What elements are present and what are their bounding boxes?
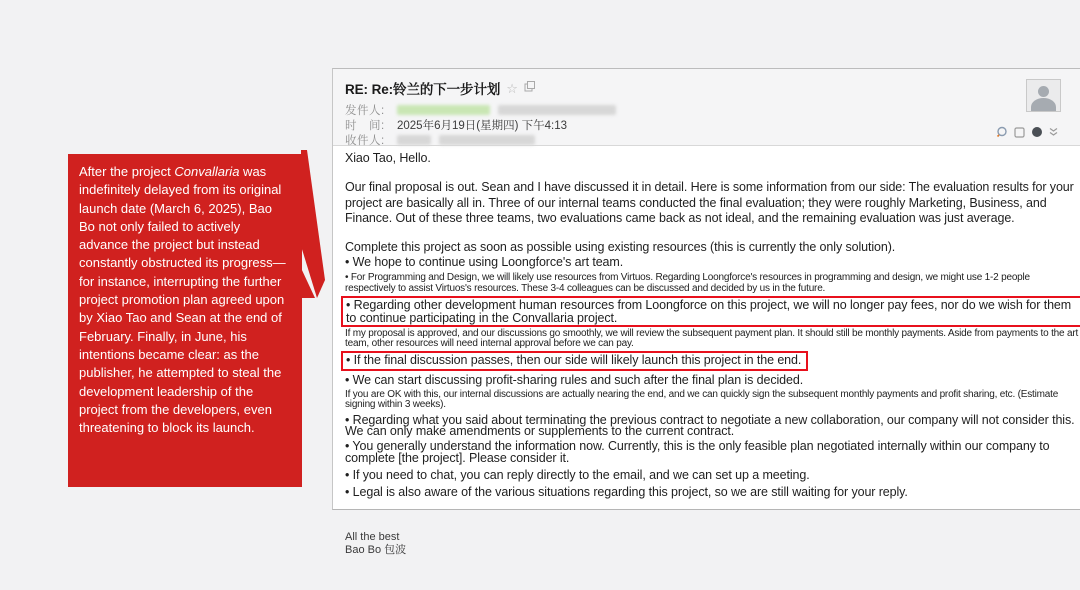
from-label: 发件人: (345, 104, 385, 117)
redacted-sender-address-2 (498, 105, 616, 115)
intro-paragraph: Our final proposal is out. Sean and I have discussed it in detail. Here is some information from our side: The evaluation results for your project are basically all in. Three of our internal teams conducted the final evaluation; they were roughly Marketing, Business, and Finance. Out of these three teams, two evaluations came back as not ideal, and the remaining evaluation was just average. (345, 180, 1074, 226)
callout-text-before: After the project (79, 164, 175, 179)
to-label: 收件人: (345, 134, 385, 147)
redacted-recipient-name (397, 135, 431, 145)
callout-tail-pointer (301, 150, 331, 300)
open-in-new-window-icon[interactable] (524, 79, 535, 97)
avatar-silhouette-icon (1038, 86, 1049, 97)
to-row (345, 132, 1080, 147)
callout-text-after: was indefinitely delayed from its original launch date (March 6, 2025), Bao Bo not only failed to actively advance the project but instead constantly obstructed its progress—for instance, interrupting the further project promotion plan agreed upon by Xiao Tao and Sean at the end of February. Finally, in June, his intentions became clear: as the publisher, he attempted to steal the development leadership of the project from the developers, even threatening to block its launch. (79, 164, 286, 436)
email-body (345, 151, 1080, 557)
from-row (345, 102, 1080, 117)
collapse-chevrons-icon[interactable] (1049, 127, 1058, 137)
bullet-art-team: • We hope to continue using Loongforce's art team. (345, 255, 624, 270)
subject-row (345, 79, 1080, 97)
plan-line: Complete this project as soon as possible using existing resources (this is currently the only solution). (345, 239, 896, 254)
header-action-icons (996, 126, 1058, 138)
signature-closing: All the best (345, 531, 400, 544)
contact-avatar-icon[interactable] (1031, 126, 1043, 138)
time-label: 时 间: (345, 119, 385, 132)
bullet-meeting: • If you need to chat, you can reply directly to the email, and we can set up a meeting. (345, 468, 810, 483)
highlighted-bullet-no-fees: • Regarding other development human resources from Loongforce on this project, we will no longer pay fees, nor do we wish for them to continue participating in the Convallaria project. (341, 296, 1080, 327)
header-fields (345, 102, 1080, 147)
bullet-legal: • Legal is also aware of the various situations regarding this project, so we are still waiting for your reply. (345, 484, 908, 499)
time-row (345, 117, 1080, 132)
email-header (333, 69, 1080, 146)
search-icon[interactable] (996, 126, 1008, 138)
email-subject: RE: Re:铃兰的下一步计划 (345, 82, 501, 97)
bullet-profit-sharing: • We can start discussing profit-sharing rules and such after the final plan is decided. (345, 372, 804, 387)
bullet-feasible-plan: • You generally understand the information now. Currently, this is the only feasible plan negotiated internally within our company to complete [the project]. Please consider it. (345, 439, 1050, 465)
highlighted-bullet-launch: • If the final discussion passes, then our side will likely launch this project in the end. (341, 351, 808, 371)
star-icon[interactable]: ☆ (506, 80, 518, 96)
note-signing: If you are OK with this, our internal discussions are actually nearing the end, and we can quickly sign the subsequent monthly payments and profit sharing, etc. (Estimate signing within 3 weeks). (345, 389, 1059, 411)
bullet-programming: • For Programming and Design, we will likely use resources from Virtuos. Regarding Loongforce's resources in programming and design, we might use 1-2 people respectively to assist Virtuos's resources. These 3-4 colleagues can be discussed and decided by us in the future. (345, 272, 1030, 294)
note-payment-plan: If my proposal is approved, and our discussions go smoothly, we will review the subsequent payment plan. It should still be monthly payments. Aside from payments to the art team, other resources will need internal approval before we can pay. (345, 327, 1079, 350)
sender-avatar[interactable] (1026, 79, 1061, 112)
signature-name: Bao Bo 包波 (345, 544, 407, 557)
bullet-contract: • Regarding what you said about terminating the previous contract to negotiate a new collaboration, our company will not consider this. We can only make amendments or supplements to the current contract. (345, 412, 1075, 439)
redacted-sender-address (397, 105, 490, 115)
annotation-callout (68, 154, 302, 487)
email-window (332, 68, 1080, 557)
time-value: 2025年6月19日(星期四) 下午4:13 (397, 119, 568, 132)
signature-block (345, 531, 1080, 557)
note-icon[interactable] (1014, 127, 1025, 138)
redacted-recipient-address (439, 135, 535, 145)
callout-project-name: Convallaria (174, 164, 240, 179)
greeting-line: Xiao Tao, Hello. (345, 151, 431, 165)
